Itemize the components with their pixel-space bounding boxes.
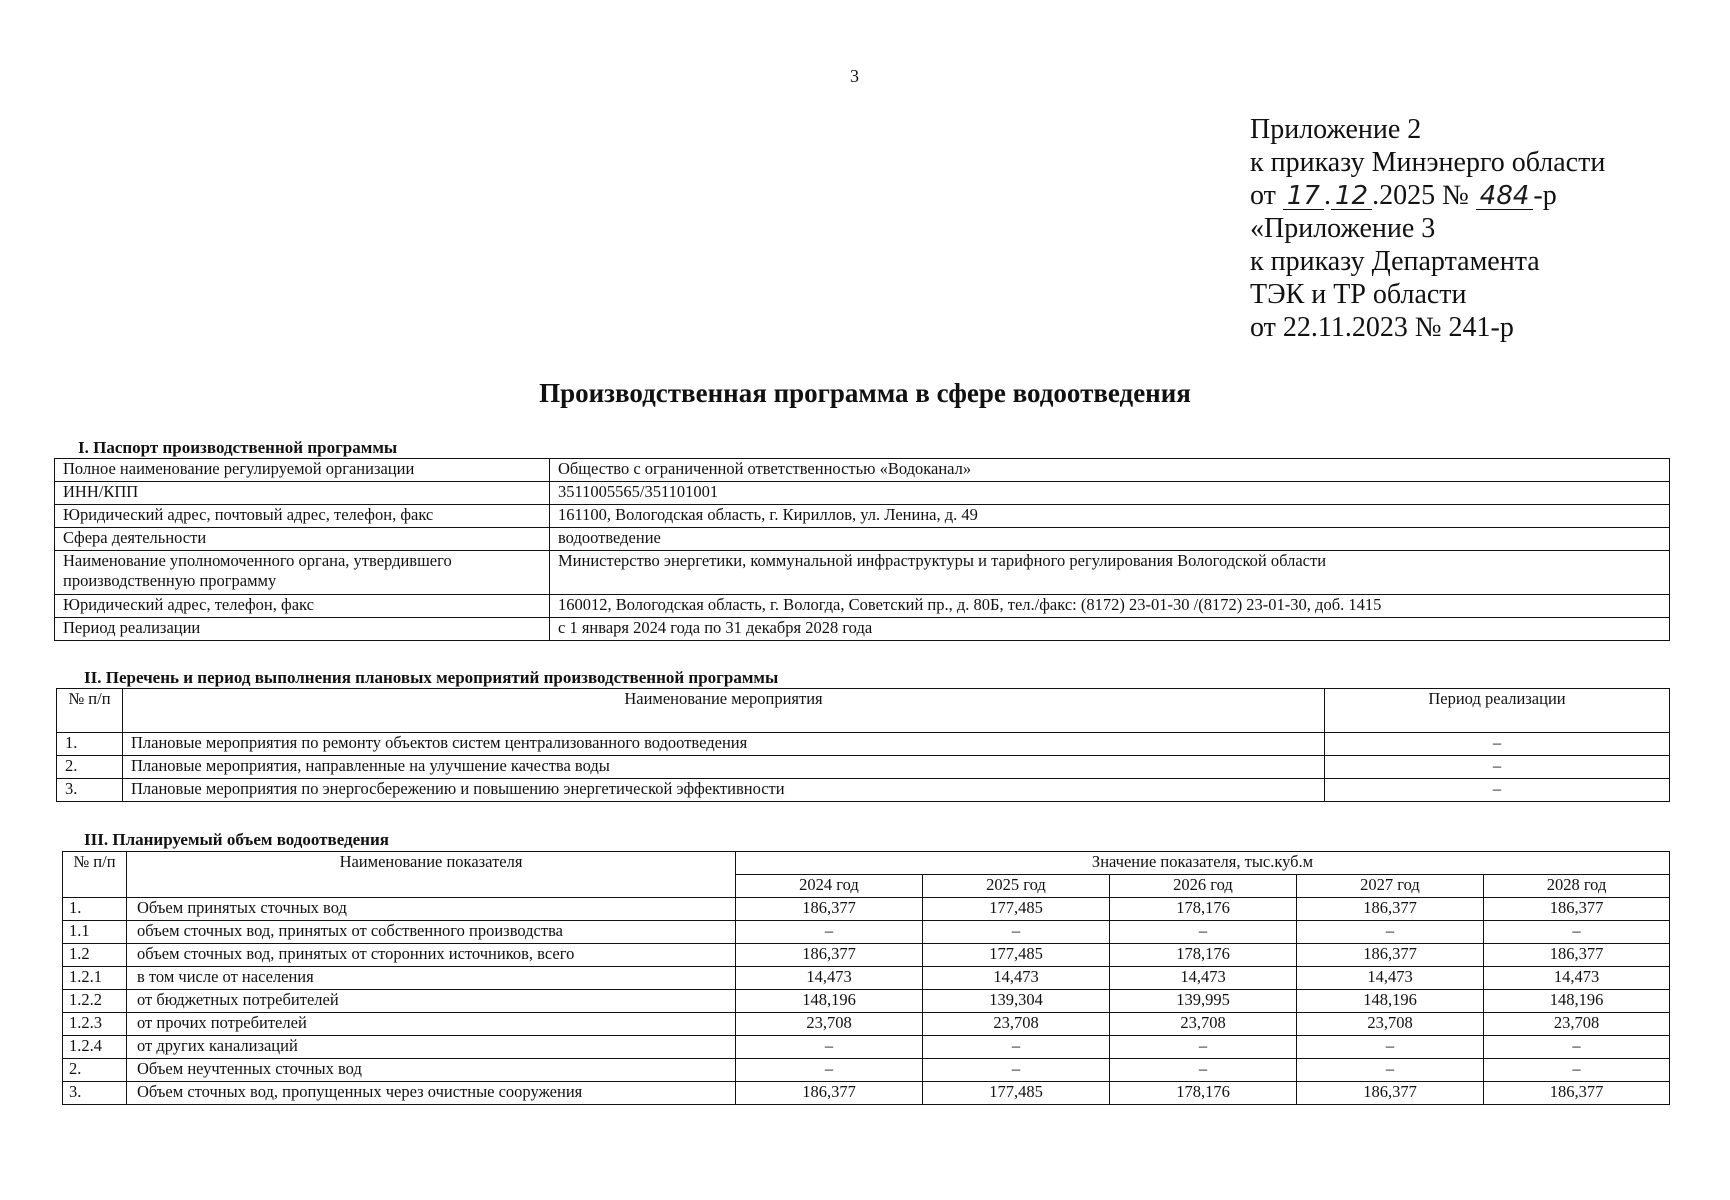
table-row — [63, 898, 1670, 921]
row-number: 1.2.2 — [63, 990, 127, 1013]
indicator-value: – — [1110, 1059, 1297, 1082]
appendix-line-6: ТЭК и ТР области — [1250, 279, 1467, 310]
indicator-value: 23,708 — [736, 1013, 923, 1036]
indicator-name: от других канализаций — [127, 1036, 736, 1059]
indicator-value: 23,708 — [1110, 1013, 1297, 1036]
indicator-name: объем сточных вод, принятых от собственного производства — [127, 921, 736, 944]
volume-table — [62, 851, 1670, 1105]
column-header-period: Период реализации — [1325, 689, 1670, 733]
indicator-value: – — [1110, 921, 1297, 944]
indicator-value: 186,377 — [1297, 944, 1484, 967]
indicator-value: 186,377 — [1484, 944, 1670, 967]
row-number: 3. — [63, 1082, 127, 1105]
handwritten-day: 17 — [1283, 183, 1324, 210]
column-header-year: 2028 год — [1484, 875, 1670, 898]
measure-period: – — [1325, 733, 1670, 756]
appendix-year: .2025 № — [1372, 180, 1469, 211]
table-row — [63, 967, 1670, 990]
indicator-value: 186,377 — [736, 1082, 923, 1105]
table-row — [55, 528, 1670, 551]
passport-label: Полное наименование регулируемой организации — [55, 459, 550, 482]
indicator-value: 14,473 — [1110, 967, 1297, 990]
table-row — [55, 459, 1670, 482]
column-header-measure-name: Наименование мероприятия — [123, 689, 1325, 733]
passport-value: Министерство энергетики, коммунальной инфраструктуры и тарифного регулирования Вологодской области — [550, 551, 1670, 595]
table-row — [63, 1013, 1670, 1036]
indicator-value: 148,196 — [1484, 990, 1670, 1013]
appendix-line-5: к приказу Департамента — [1250, 246, 1540, 277]
passport-label: Юридический адрес, телефон, факс — [55, 595, 550, 618]
table-row — [55, 595, 1670, 618]
passport-table — [54, 458, 1670, 641]
measure-name: Плановые мероприятия по энергосбережению и повышению энергетической эффективности — [123, 779, 1325, 802]
section-1-heading: I. Паспорт производственной программы — [78, 438, 398, 457]
passport-value: 160012, Вологодская область, г. Вологда, Советский пр., д. 80Б, тел./факс: (8172) 23-01-30 /(8172) 23-01-30, доб. 1415 — [550, 595, 1670, 618]
indicator-value: 186,377 — [1484, 1082, 1670, 1105]
handwritten-order-number: 484 — [1476, 183, 1534, 210]
indicator-value: 23,708 — [1484, 1013, 1670, 1036]
indicator-name: объем сточных вод, принятых от сторонних источников, всего — [127, 944, 736, 967]
appendix-line-1: Приложение 2 — [1250, 114, 1422, 145]
measure-period: – — [1325, 779, 1670, 802]
indicator-value: 23,708 — [923, 1013, 1110, 1036]
indicator-value: 177,485 — [923, 944, 1110, 967]
passport-value: Общество с ограниченной ответственностью «Водоканал» — [550, 459, 1670, 482]
column-header-number: № п/п — [57, 689, 123, 733]
indicator-value: 14,473 — [1297, 967, 1484, 990]
row-number: 2. — [57, 756, 123, 779]
indicator-value: 186,377 — [736, 944, 923, 967]
passport-label: Юридический адрес, почтовый адрес, телефон, факс — [55, 505, 550, 528]
row-number: 1.2.3 — [63, 1013, 127, 1036]
indicator-value: 177,485 — [923, 898, 1110, 921]
table-header-row — [63, 852, 1670, 875]
table-row — [63, 1082, 1670, 1105]
indicator-value: 178,176 — [1110, 898, 1297, 921]
table-row — [63, 990, 1670, 1013]
indicator-value: – — [736, 921, 923, 944]
indicator-name: от прочих потребителей — [127, 1013, 736, 1036]
table-row — [57, 733, 1670, 756]
table-row — [55, 482, 1670, 505]
indicator-value: 139,995 — [1110, 990, 1297, 1013]
section-2-heading: II. Перечень и период выполнения плановых мероприятий производственной программы — [84, 668, 779, 687]
passport-value: 3511005565/351101001 — [550, 482, 1670, 505]
column-header-number: № п/п — [63, 852, 127, 898]
indicator-value: 148,196 — [736, 990, 923, 1013]
indicator-value: 186,377 — [1484, 898, 1670, 921]
indicator-value: 178,176 — [1110, 1082, 1297, 1105]
passport-value: водоотведение — [550, 528, 1670, 551]
row-number: 1. — [57, 733, 123, 756]
row-number: 1.2.4 — [63, 1036, 127, 1059]
indicator-value: 186,377 — [1297, 1082, 1484, 1105]
row-number: 3. — [57, 779, 123, 802]
table-row — [57, 779, 1670, 802]
indicator-value: – — [1110, 1036, 1297, 1059]
passport-label: Сфера деятельности — [55, 528, 550, 551]
appendix-line-4: «Приложение 3 — [1250, 213, 1436, 244]
appendix-line-2: к приказу Минэнерго области — [1250, 147, 1606, 178]
indicator-name: Объем сточных вод, пропущенных через очистные сооружения — [127, 1082, 736, 1105]
table-row — [55, 505, 1670, 528]
indicator-name: от бюджетных потребителей — [127, 990, 736, 1013]
indicator-name: Объем неучтенных сточных вод — [127, 1059, 736, 1082]
indicator-value: 148,196 — [1297, 990, 1484, 1013]
document-title: Производственная программа в сфере водоотведения — [539, 378, 1191, 408]
table-row — [57, 756, 1670, 779]
column-header-year: 2027 год — [1297, 875, 1484, 898]
handwritten-month: 12 — [1331, 183, 1372, 210]
indicator-value: – — [923, 1059, 1110, 1082]
section-3-heading: III. Планируемый объем водоотведения — [84, 830, 389, 849]
indicator-name: Объем принятых сточных вод — [127, 898, 736, 921]
indicator-value: 186,377 — [1297, 898, 1484, 921]
row-number: 1.1 — [63, 921, 127, 944]
table-row — [63, 1036, 1670, 1059]
indicator-name: в том числе от населения — [127, 967, 736, 990]
appendix-from-label: от — [1250, 180, 1276, 211]
column-header-year: 2026 год — [1110, 875, 1297, 898]
table-row — [63, 921, 1670, 944]
table-row — [63, 1059, 1670, 1082]
row-number: 1.2.1 — [63, 967, 127, 990]
measure-name: Плановые мероприятия по ремонту объектов систем централизованного водоотведения — [123, 733, 1325, 756]
column-header-year: 2025 год — [923, 875, 1110, 898]
appendix-block — [1250, 113, 1605, 344]
indicator-value: 178,176 — [1110, 944, 1297, 967]
indicator-value: 14,473 — [736, 967, 923, 990]
indicator-value: – — [923, 1036, 1110, 1059]
indicator-value: 186,377 — [736, 898, 923, 921]
indicator-value: – — [1297, 921, 1484, 944]
indicator-value: – — [1484, 921, 1670, 944]
indicator-value: – — [1297, 1059, 1484, 1082]
appendix-line-7: от 22.11.2023 № 241-р — [1250, 312, 1514, 343]
passport-value: с 1 января 2024 года по 31 декабря 2028 года — [550, 618, 1670, 641]
passport-label: ИНН/КПП — [55, 482, 550, 505]
measure-name: Плановые мероприятия, направленные на улучшение качества воды — [123, 756, 1325, 779]
row-number: 1.2 — [63, 944, 127, 967]
indicator-value: – — [1484, 1036, 1670, 1059]
indicator-value: – — [923, 921, 1110, 944]
appendix-suffix: -р — [1533, 180, 1557, 211]
indicator-value: – — [1484, 1059, 1670, 1082]
column-header-year: 2024 год — [736, 875, 923, 898]
indicator-value: 177,485 — [923, 1082, 1110, 1105]
passport-label: Наименование уполномоченного органа, утвердившего производственную программу — [55, 551, 550, 595]
indicator-value: 14,473 — [923, 967, 1110, 990]
table-row — [55, 551, 1670, 595]
indicator-value: 14,473 — [1484, 967, 1670, 990]
indicator-value: – — [736, 1036, 923, 1059]
table-header-row — [57, 689, 1670, 733]
indicator-value: – — [736, 1059, 923, 1082]
appendix-line-3: от 17 . 12 .2025 № 484 -р — [1250, 180, 1557, 211]
table-row — [55, 618, 1670, 641]
indicator-value: 139,304 — [923, 990, 1110, 1013]
measure-period: – — [1325, 756, 1670, 779]
page-number: 3 — [850, 66, 859, 86]
passport-value: 161100, Вологодская область, г. Кириллов, ул. Ленина, д. 49 — [550, 505, 1670, 528]
indicator-value: – — [1297, 1036, 1484, 1059]
row-number: 2. — [63, 1059, 127, 1082]
measures-table — [56, 688, 1670, 802]
column-header-indicator-value: Значение показателя, тыс.куб.м — [736, 852, 1670, 875]
column-header-indicator-name: Наименование показателя — [127, 852, 736, 898]
passport-label: Период реализации — [55, 618, 550, 641]
table-row — [63, 944, 1670, 967]
row-number: 1. — [63, 898, 127, 921]
indicator-value: 23,708 — [1297, 1013, 1484, 1036]
